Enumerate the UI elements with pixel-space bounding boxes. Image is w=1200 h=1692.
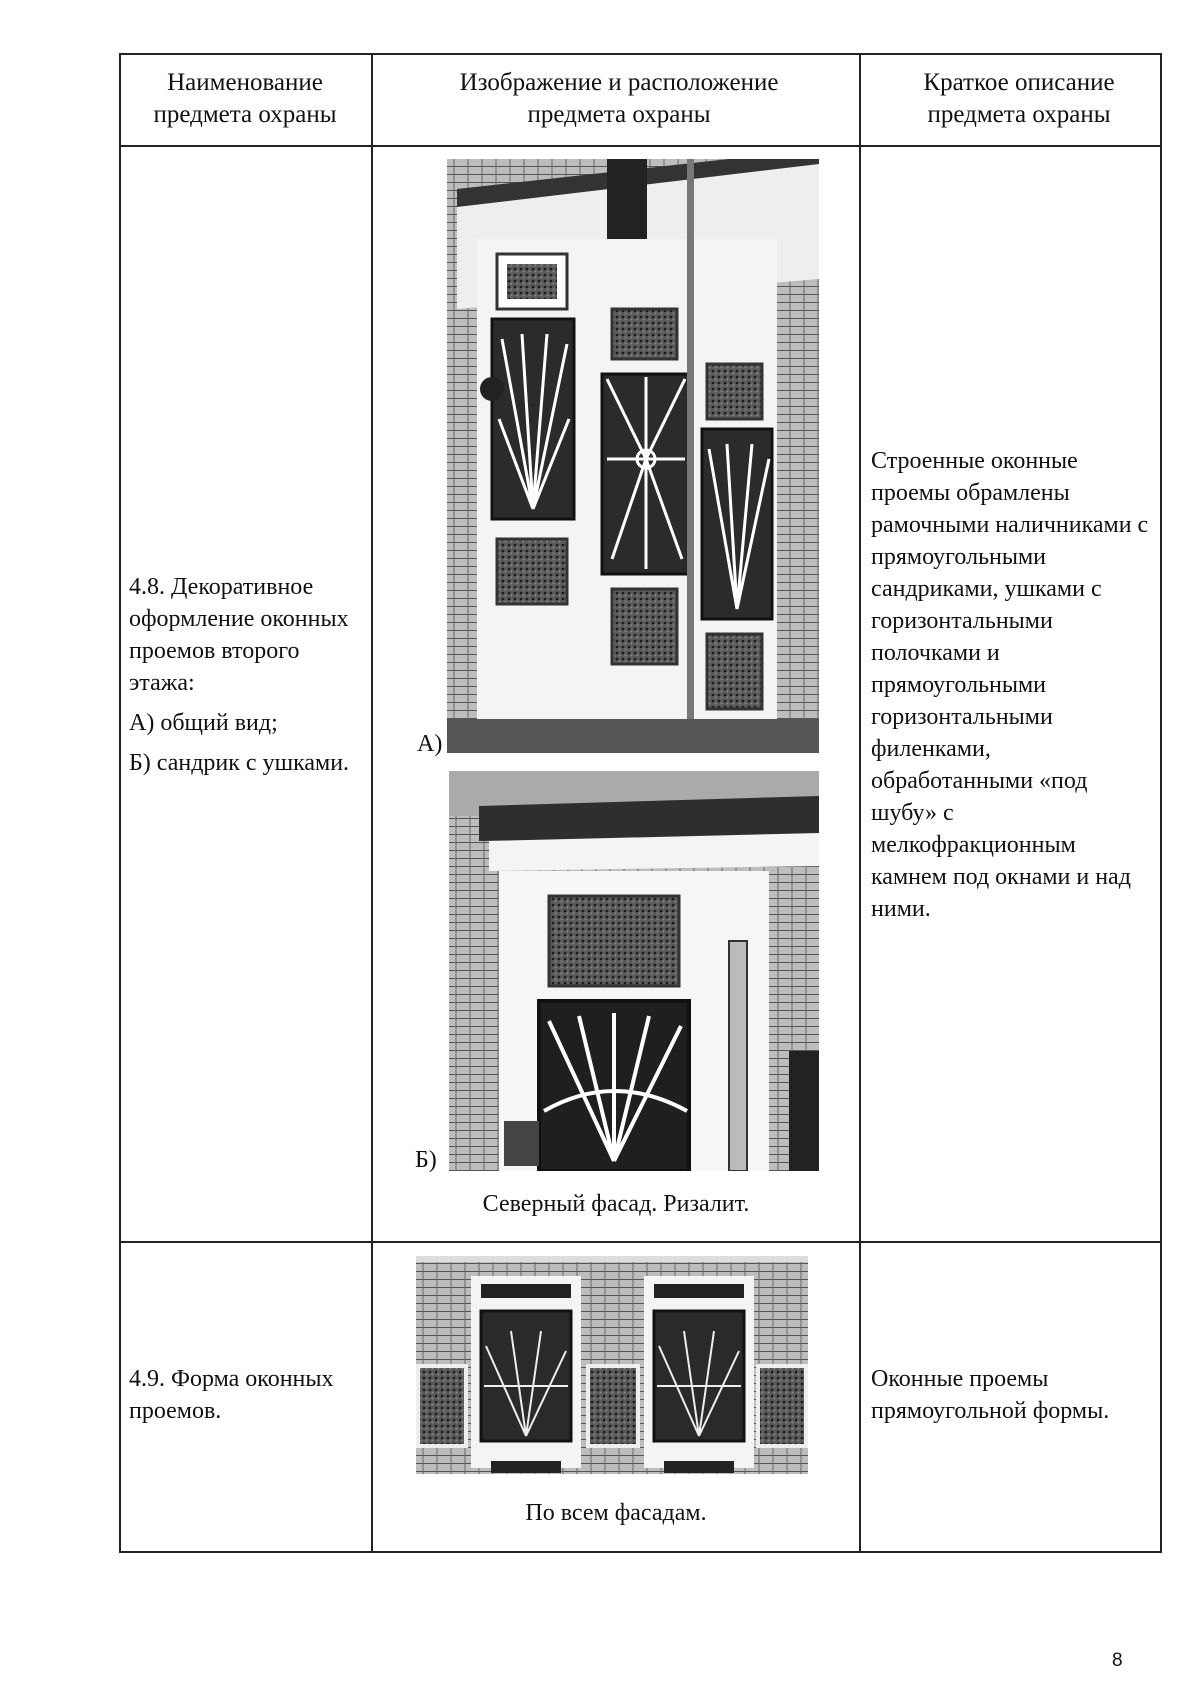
row-4-9-location: По всем фасадам. xyxy=(525,1500,707,1526)
photo-sandrik xyxy=(449,771,819,1171)
row-4-8-title: 4.8. Декоративное оформление оконных проемов второго этажа: xyxy=(129,574,349,696)
protection-table xyxy=(119,53,1162,1553)
row-4-8-description: Строенные оконные проемы обрамлены рамочными наличниками с прямоугольными сандриками, ушками с горизонтальными полочками и прямоугольными горизонтальными филенками, обработанными «под шубу» с мелкофракционным камнем под окнами и над ними. xyxy=(871,448,1149,922)
row-4-8-name xyxy=(129,571,365,779)
column-divider-2 xyxy=(859,53,861,1553)
photo-label-a: А) xyxy=(417,731,443,757)
table-border-left xyxy=(119,53,121,1553)
page-number: 8 xyxy=(1112,1650,1123,1671)
header-name: Наименование предмета охраны xyxy=(153,69,337,128)
table-border-top xyxy=(119,53,1162,55)
row-4-9-description: Оконные проемы прямоугольной формы. xyxy=(871,1366,1110,1424)
column-divider-1 xyxy=(371,53,373,1553)
header-divider xyxy=(119,145,1162,147)
header-description: Краткое описание предмета охраны xyxy=(923,69,1115,128)
photo-general-view xyxy=(447,159,819,753)
photo-label-b: Б) xyxy=(415,1147,437,1173)
photo-window-shape xyxy=(416,1256,808,1488)
row-4-9-name xyxy=(129,1363,365,1427)
table-border-bottom xyxy=(119,1551,1162,1553)
table-border-right xyxy=(1160,53,1162,1553)
row-4-8-item-a: А) общий вид; xyxy=(129,710,278,736)
row-4-8-location: Северный фасад. Ризалит. xyxy=(482,1191,750,1217)
header-image: Изображение и расположение предмета охраны xyxy=(459,69,779,128)
row-4-9-title: 4.9. Форма оконных проемов. xyxy=(129,1366,334,1424)
row-4-8-item-b: Б) сандрик с ушками. xyxy=(129,750,350,776)
row-divider xyxy=(119,1241,1162,1243)
